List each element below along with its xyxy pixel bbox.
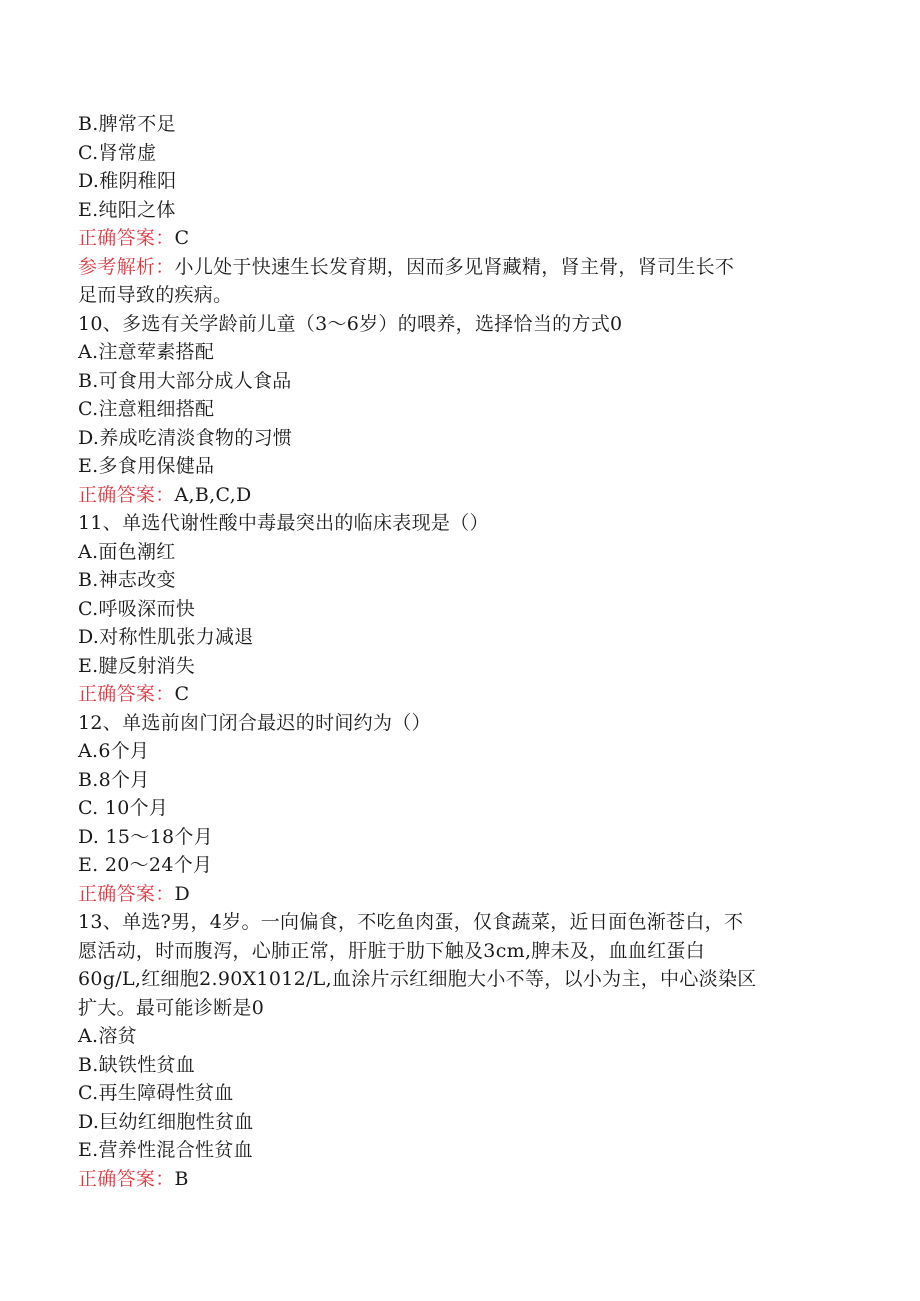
option-c: C.肾常虚 — [78, 141, 157, 164]
question-text: 12、单选前囱门闭合最迟的时间约为（） — [78, 711, 431, 734]
answer-label: 正确答案： — [78, 683, 175, 705]
option-b: B.脾常不足 — [78, 113, 176, 135]
option-a: A.溶贫 — [78, 1025, 137, 1047]
answer-value: C — [174, 227, 190, 249]
option-d: D.巨幼红细胞性贫血 — [78, 1110, 254, 1133]
option-c: C.注意粗细搭配 — [78, 398, 215, 420]
question-text-line-3: 60g/L,红细胞2.90X1012/L,血涂片示红细胞大小不等，以小为主，中心淡染区 — [78, 968, 757, 990]
question-text: 10、多选有关学龄前儿童（3～6岁）的喂养，选择恰当的方式0 — [78, 312, 623, 335]
option-d: D.对称性肌张力减退 — [78, 626, 254, 648]
question-9-block — [78, 110, 838, 310]
answer-label: 正确答案： — [78, 1167, 175, 1190]
question-13-block — [78, 908, 838, 1193]
option-e: E.纯阳之体 — [78, 198, 176, 221]
document-body — [78, 110, 838, 1193]
answer-value: B — [174, 1167, 189, 1190]
option-a: A.6个月 — [78, 740, 150, 762]
option-c: C.再生障碍性贫血 — [78, 1082, 234, 1104]
option-a: A.面色潮红 — [78, 540, 176, 563]
question-text-line-4: 扩大。最可能诊断是0 — [78, 996, 265, 1019]
option-e: E. 20～24个月 — [78, 854, 213, 876]
correct-answer — [78, 224, 838, 253]
answer-value: A,B,C,D — [174, 483, 252, 506]
correct-answer — [78, 481, 838, 510]
option-e: E.多食用保健品 — [78, 455, 215, 477]
option-b: B.神志改变 — [78, 569, 176, 591]
option-d: D. 15～18个月 — [78, 825, 213, 848]
option-d: D.稚阴稚阳 — [78, 170, 177, 192]
option-e: E.营养性混合性贫血 — [78, 1139, 253, 1161]
question-text-line-1: 13、单选?男，4岁。一向偏食，不吃鱼肉蛋，仅食蔬菜，近日面色渐苍白，不 — [78, 911, 744, 933]
answer-label: 正确答案： — [78, 882, 175, 905]
analysis-label: 参考解析： — [78, 255, 175, 278]
option-b: B.缺铁性贫血 — [78, 1053, 196, 1076]
correct-answer — [78, 880, 838, 909]
question-12-block — [78, 709, 838, 909]
analysis-text: 小儿处于快速生长发育期，因而多见肾藏精，肾主骨，肾司生长不 — [174, 255, 735, 278]
question-text: 11、单选代谢性酸中毒最突出的临床表现是（） — [78, 512, 489, 534]
option-e: E.腱反射消失 — [78, 654, 196, 677]
question-10-block — [78, 310, 838, 510]
answer-label: 正确答案： — [78, 227, 175, 249]
question-11-block — [78, 509, 838, 709]
option-b: B.8个月 — [78, 768, 150, 791]
option-c: C.呼吸深而快 — [78, 597, 196, 620]
analysis-line-2: 足而导致的疾病。 — [78, 284, 233, 306]
option-c: C. 10个月 — [78, 797, 169, 819]
analysis-line-1 — [78, 253, 838, 282]
answer-value: D — [174, 882, 191, 905]
option-a: A.注意荤素搭配 — [78, 341, 215, 363]
correct-answer — [78, 680, 838, 709]
option-b: B.可食用大部分成人食品 — [78, 369, 292, 392]
correct-answer — [78, 1165, 838, 1194]
option-d: D.养成吃清淡食物的习惯 — [78, 426, 293, 449]
question-text-line-2: 愿活动，时而腹泻，心肺正常，肝脏于肋下触及3cm,脾未及，血血红蛋白 — [78, 939, 705, 962]
answer-value: C — [174, 683, 190, 705]
answer-label: 正确答案： — [78, 483, 175, 506]
